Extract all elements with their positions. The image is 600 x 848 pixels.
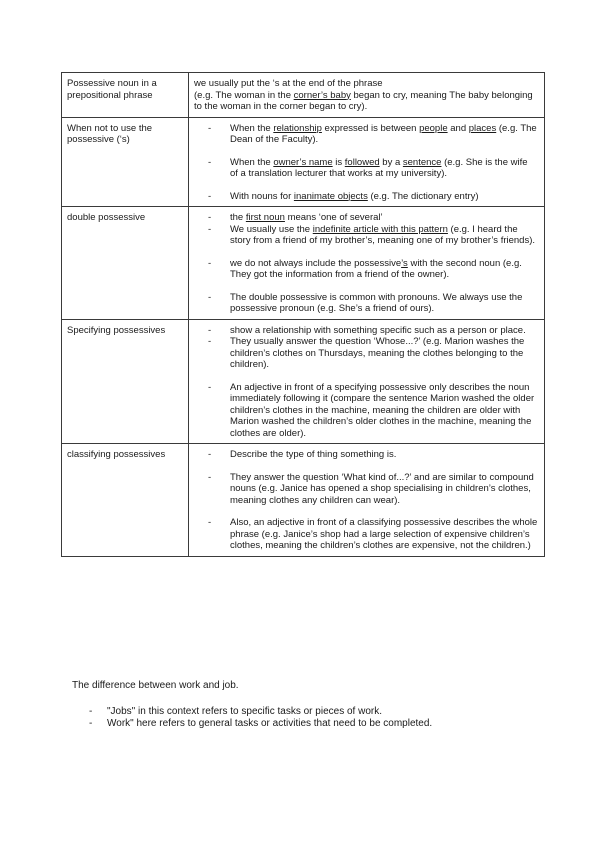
text-run: we do not always include the possessive	[230, 257, 402, 269]
notes-item: - "Jobs" in this context refers to specific tasks or pieces of work.	[72, 706, 552, 718]
underlined-text: followed	[344, 156, 380, 168]
table-row	[62, 207, 545, 320]
text-run: When the	[230, 156, 274, 168]
underlined-text: ’s	[401, 257, 408, 269]
text-run: (e.g. She is the wife of a translation lecturer that works at my university).	[230, 156, 528, 179]
table-row	[62, 117, 545, 207]
table-row	[62, 73, 545, 118]
row-label: Specifying possessives	[62, 319, 189, 444]
row-content	[189, 117, 545, 207]
row-content	[189, 444, 545, 557]
text-run: An adjective in front of a specifying possessive only describes the noun immediately following it (compare the sentence Marion washed the older children’s clothes in the machine, meaning the children are older with Marion washed the children’s older clothes in the machine, meaning the clothes are older).	[230, 381, 535, 439]
underlined-text: sentence	[402, 156, 442, 168]
table-row	[62, 319, 545, 444]
bullet-item	[194, 157, 540, 180]
text-run: They answer the question ‘What kind of...?’ and are similar to compound nouns (e.g. Janice has opened a shop specialising in children’s clothes, meaning clothes any children can wear).	[230, 471, 534, 506]
text-run: show a relationship with something specific such as a person or place.	[230, 324, 526, 336]
text-run: (e.g. I heard the story from a friend of my brother’s, meaning one of my brother’s friends).	[230, 223, 536, 246]
text-run: means ‘one of several’	[284, 212, 383, 223]
bullet-item	[194, 336, 540, 371]
bullet-item	[194, 191, 540, 203]
bullet-item	[194, 472, 540, 507]
text-run: is	[332, 156, 345, 168]
notes-item: - Work" here refers to general tasks or activities that need to be completed.	[72, 718, 552, 730]
text-run: the	[230, 212, 246, 223]
bullet-list	[194, 212, 540, 315]
bullet-item	[194, 123, 540, 146]
text-run: The double possessive is common with pronouns. We always use the possessive pronoun (e.g. She’s a friend of ours).	[230, 291, 523, 314]
table-row	[62, 444, 545, 557]
underlined-text: inanimate objects	[293, 190, 368, 202]
underlined-text: indefinite article with this pattern	[312, 223, 448, 235]
row-label: double possessive	[62, 207, 189, 320]
text-run: with the second noun (e.g. They got the information from a friend of the owner).	[230, 257, 522, 280]
text-run: They usually answer the question ‘Whose...?’ (e.g. Marion washes the children’s clothes on Thursdays, meaning the clothes belonging to the children).	[230, 336, 525, 370]
bullet-list	[194, 123, 540, 203]
row-label: classifying possessives	[62, 444, 189, 557]
bullet-list	[194, 449, 540, 552]
text-run: and	[447, 122, 469, 134]
bullet-item	[194, 212, 540, 224]
bullet-item	[194, 258, 540, 281]
row-label: When not to use the possessive (‘s)	[62, 117, 189, 207]
text-run: by a	[379, 156, 403, 168]
underlined-text: relationship	[273, 122, 322, 134]
bullet-item	[194, 517, 540, 552]
text-run: With nouns for	[230, 190, 294, 202]
bullet-item	[194, 224, 540, 247]
underlined-text: owner’s name	[273, 156, 333, 168]
text-run: expressed is between	[321, 122, 420, 134]
row-label: Possessive noun in a prepositional phrase	[62, 73, 189, 118]
underlined-text: first noun	[245, 212, 285, 223]
text-run: (e.g. The Dean of the Faculty).	[230, 122, 537, 145]
bullet-list	[194, 325, 540, 440]
underlined-text: people	[419, 122, 448, 134]
row-content	[189, 73, 545, 118]
text-run: When the	[230, 122, 274, 134]
text-run: we usually put the ‘s at the end of the phrase	[194, 78, 383, 89]
bullet-item	[194, 449, 540, 461]
text-run: began to cry, meaning The baby belonging to the woman in the corner began to cry).	[194, 89, 533, 112]
bullet-item	[194, 325, 540, 337]
bullet-item	[194, 292, 540, 315]
text-run: Describe the type of thing something is.	[230, 449, 397, 460]
table-body	[62, 73, 545, 557]
grammar-table	[61, 72, 545, 557]
notes-section	[72, 680, 552, 730]
row-description	[194, 78, 540, 113]
bullet-item	[194, 382, 540, 440]
row-content	[189, 207, 545, 320]
row-content	[189, 319, 545, 444]
underlined-text: places	[468, 122, 497, 134]
underlined-text: corner’s baby	[293, 89, 351, 101]
text-run: (e.g. The dictionary entry)	[367, 190, 479, 202]
text-run: Also, an adjective in front of a classifying possessive describes the whole phrase (e.g. Janice’s shop had a large selection of expensive children’s clothes, meaning the children’s clothes are expensive, not the children.)	[230, 517, 538, 551]
text-run: (e.g. The woman in the	[194, 89, 294, 101]
notes-list	[72, 706, 552, 730]
notes-heading: The difference between work and job.	[72, 680, 239, 691]
text-run: We usually use the	[230, 223, 313, 235]
